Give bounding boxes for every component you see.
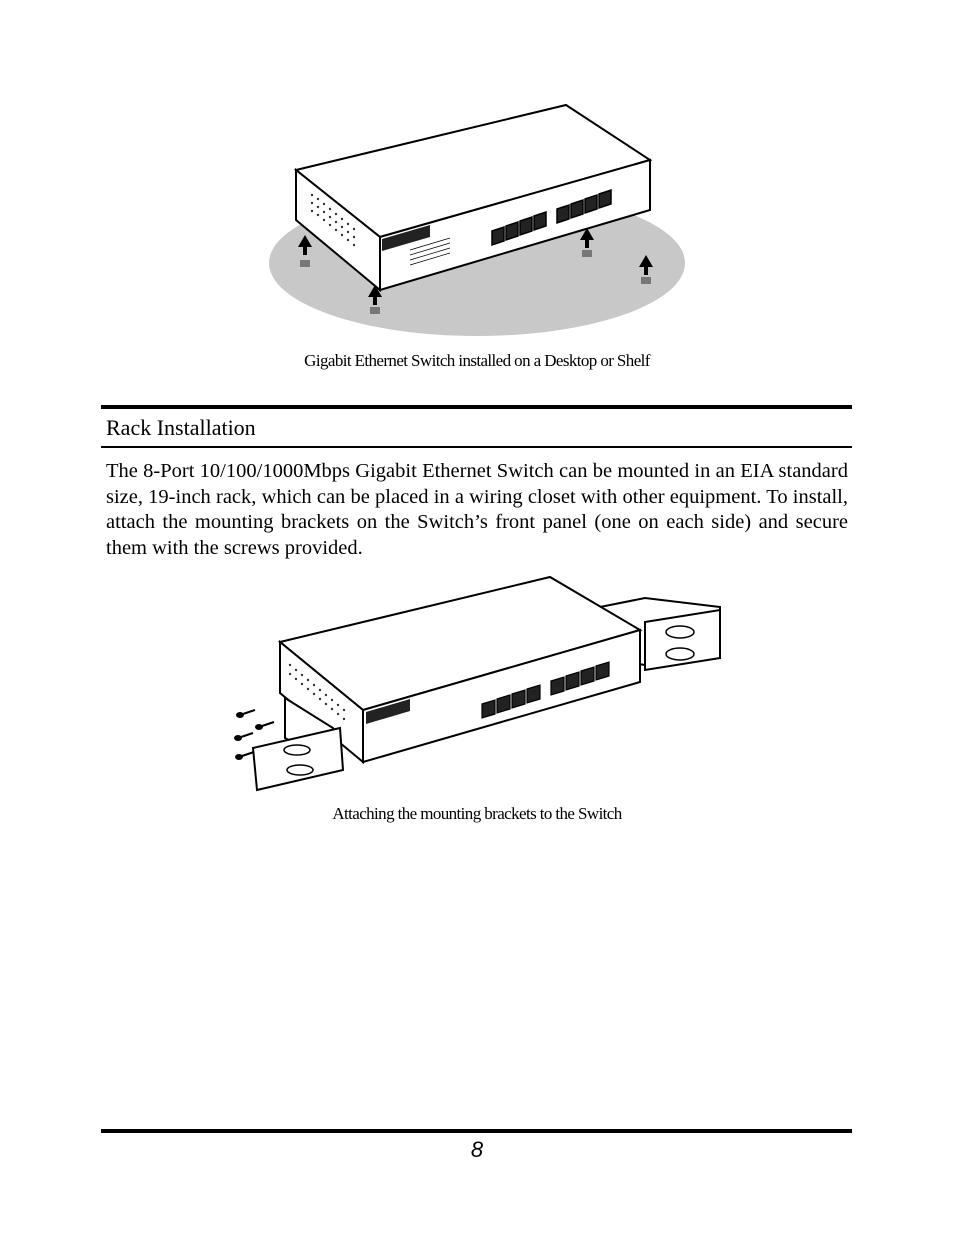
rack-bracket-figure — [225, 570, 725, 795]
desktop-installation-figure — [260, 95, 700, 345]
page-number: 8 — [470, 1137, 484, 1162]
footer-rule — [101, 1129, 852, 1133]
section-top-rule — [101, 405, 852, 409]
figure2-caption: Attaching the mounting brackets to the Switch — [332, 804, 622, 823]
section-body: The 8-Port 10/100/1000Mbps Gigabit Ethernet Switch can be mounted in an EIA standard size, 19-inch rack, which can be placed in a wiring closet with other equipment. To install, attach the mounting brackets on the Switch’s front panel (one on each side) and secure them with the screws provided. — [106, 460, 848, 559]
section-bottom-rule — [101, 446, 852, 448]
figure1-caption: Gigabit Ethernet Switch installed on a Desktop or Shelf — [304, 351, 650, 370]
section-title: Rack Installation — [106, 415, 256, 440]
